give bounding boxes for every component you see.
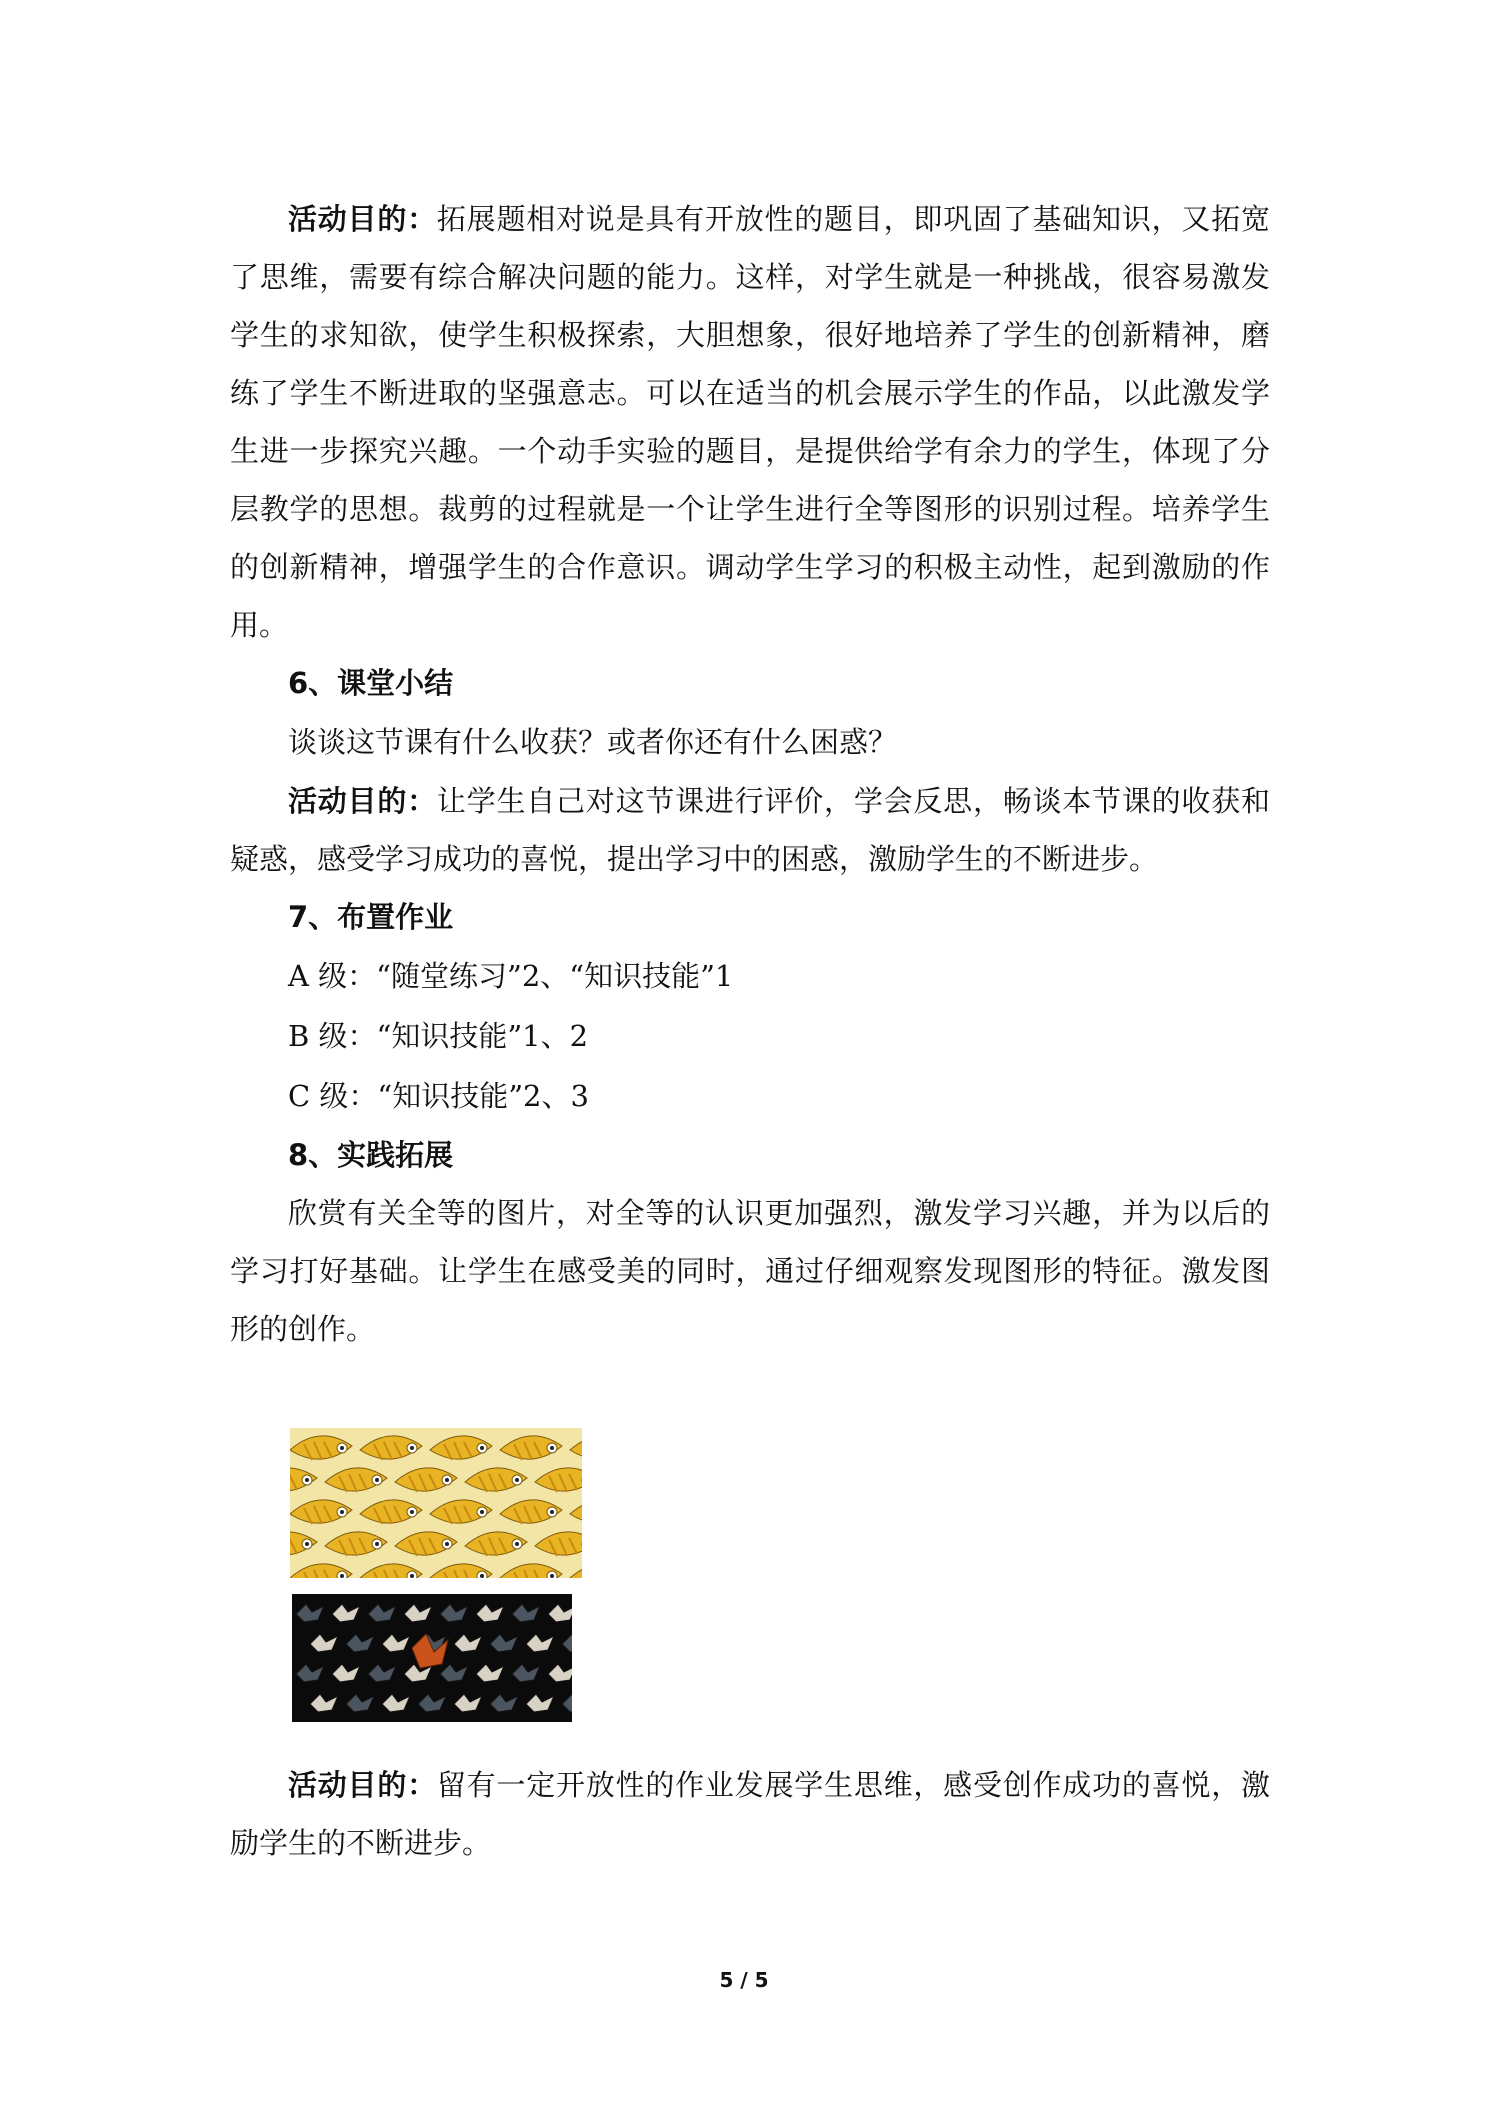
section-heading-practice: 8、实践拓展 <box>288 1138 454 1172</box>
activity-purpose-label: 活动目的： <box>288 202 437 236</box>
section-heading-summary: 6、课堂小结 <box>288 666 454 700</box>
bird-tessellation-image <box>292 1594 572 1722</box>
tessellation-images <box>288 1428 588 1722</box>
activity-purpose-label: 活动目的： <box>288 1768 437 1802</box>
homework-level-b: B 级：“知识技能”1、2 <box>288 1019 589 1053</box>
page-number: 5 / 5 <box>719 1968 769 1992</box>
homework-level-c: C 级：“知识技能”2、3 <box>288 1079 589 1113</box>
activity-purpose-paragraph-3 <box>230 1756 1270 1872</box>
activity-purpose-label: 活动目的： <box>288 784 437 818</box>
page-content <box>230 190 1270 1872</box>
activity-purpose-text: 让学生自己对这节课进行评价，学会反思，畅谈本节课的收获和疑惑，感受学习成功的喜悦，提出学习中的困惑，激励学生的不断进步。 <box>230 784 1270 876</box>
fish-tessellation-image <box>290 1428 582 1578</box>
activity-purpose-paragraph-1 <box>230 190 1270 654</box>
activity-purpose-paragraph-2 <box>230 772 1270 888</box>
homework-level-a: A 级：“随堂练习”2、“知识技能”1 <box>288 959 734 993</box>
activity-purpose-text: 留有一定开放性的作业发展学生思维，感受创作成功的喜悦，激励学生的不断进步。 <box>230 1768 1270 1860</box>
section-heading-homework: 7、布置作业 <box>288 900 454 934</box>
summary-question: 谈谈这节课有什么收获？或者你还有什么困惑？ <box>288 725 898 759</box>
practice-paragraph: 欣赏有关全等的图片，对全等的认识更加强烈，激发学习兴趣，并为以后的学习打好基础。让学生在感受美的同时，通过仔细观察发现图形的特征。激发图形的创作。 <box>230 1196 1270 1346</box>
activity-purpose-text: 拓展题相对说是具有开放性的题目，即巩固了基础知识，又拓宽了思维，需要有综合解决问题的能力。这样，对学生就是一种挑战，很容易激发学生的求知欲，使学生积极探索，大胆想象，很好地培养了学生的创新精神，磨练了学生不断进取的坚强意志。可以在适当的机会展示学生的作品，以此激发学生进一步探究兴趣。一个动手实验的题目，是提供给学有余力的学生，体现了分层教学的思想。裁剪的过程就是一个让学生进行全等图形的识别过程。培养学生的创新精神，增强学生的合作意识。调动学生学习的积极主动性，起到激励的作用。 <box>230 202 1270 642</box>
